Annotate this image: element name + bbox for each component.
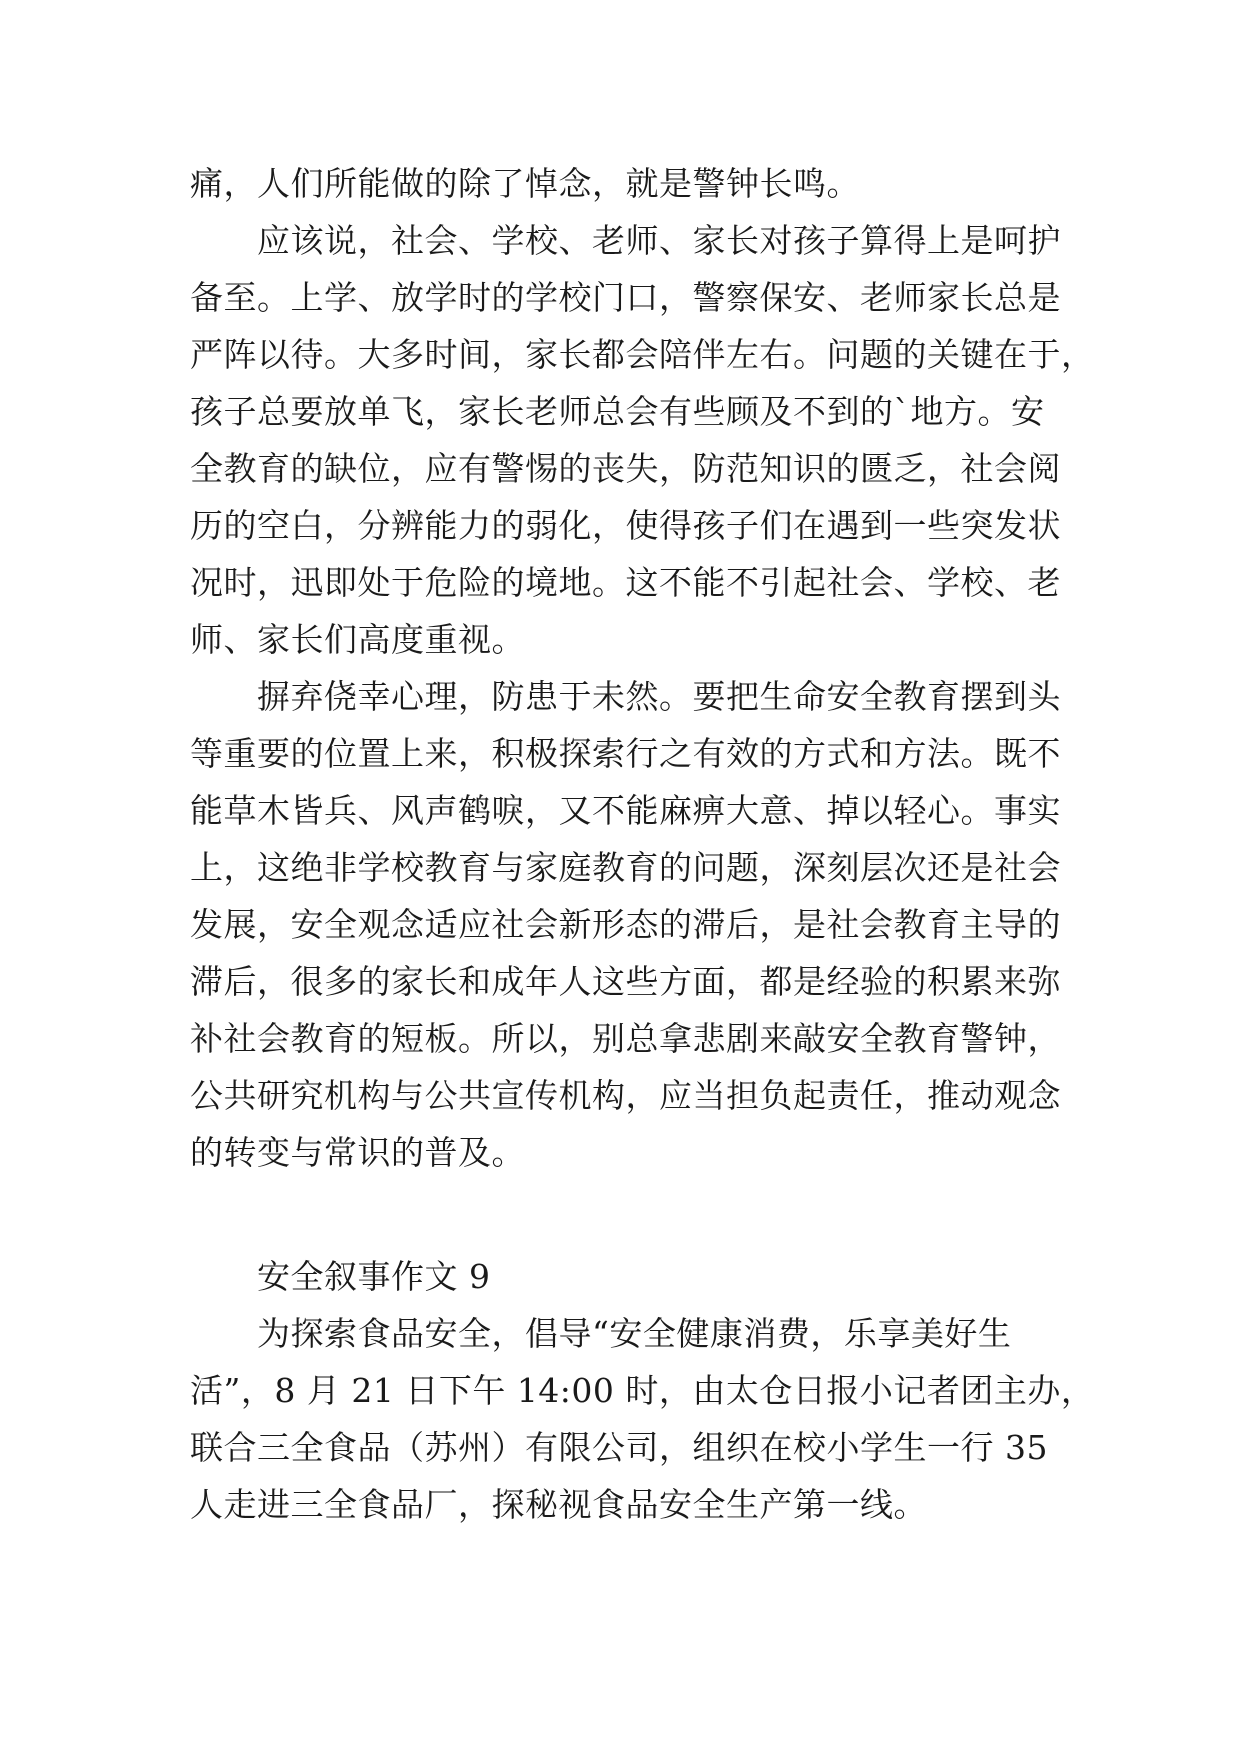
body-text-line: 备至。上学、放学时的学校门口，警察保安、老师家长总是	[190, 278, 1061, 317]
body-text-line: 应该说，社会、学校、老师、家长对孩子算得上是呵护	[190, 221, 1061, 260]
body-text-line: 能草木皆兵、风声鹤唳，又不能麻痹大意、掉以轻心。事实	[190, 791, 1061, 830]
body-text-line: 发展，安全观念适应社会新形态的滞后，是社会教育主导的	[190, 905, 1061, 944]
body-text-line: 补社会教育的短板。所以，别总拿悲剧来敲安全教育警钟，	[190, 1019, 1061, 1058]
body-text-line: 严阵以待。大多时间，家长都会陪伴左右。问题的关键在于，	[190, 335, 1095, 374]
body-text-line: 人走进三全食品厂，探秘视食品安全生产第一线。	[190, 1485, 927, 1524]
body-text-line: 摒弃侥幸心理，防患于未然。要把生命安全教育摆到头	[190, 677, 1061, 716]
body-text-line: 等重要的位置上来，积极探索行之有效的方式和方法。既不	[190, 734, 1061, 773]
body-text-line: 师、家长们高度重视。	[190, 620, 525, 659]
body-text-line: 联合三全食品（苏州）有限公司，组织在校小学生一行 35	[190, 1428, 1048, 1467]
body-text-line: 孩子总要放单飞，家长老师总会有些顾及不到的`地方。安	[190, 392, 1045, 431]
section-heading: 安全叙事作文 9	[190, 1257, 491, 1296]
body-text-line: 况时，迅即处于危险的境地。这不能不引起社会、学校、老	[190, 563, 1061, 602]
body-text-line: 历的空白，分辨能力的弱化，使得孩子们在遇到一些突发状	[190, 506, 1061, 545]
body-text-line: 公共研究机构与公共宣传机构，应当担负起责任，推动观念	[190, 1076, 1061, 1115]
body-text-line: 为探索食品安全，倡导“安全健康消费，乐享美好生	[190, 1314, 1012, 1353]
body-text-line: 痛，人们所能做的除了悼念，就是警钟长鸣。	[190, 164, 860, 203]
body-text-line: 活”，8 月 21 日下午 14:00 时，由太仓日报小记者团主办，	[190, 1371, 1095, 1410]
body-text-line: 全教育的缺位，应有警惕的丧失，防范知识的匮乏，社会阅	[190, 449, 1061, 488]
body-text-line: 上，这绝非学校教育与家庭教育的问题，深刻层次还是社会	[190, 848, 1061, 887]
body-text-line: 的转变与常识的普及。	[190, 1133, 525, 1172]
body-text-line: 滞后，很多的家长和成年人这些方面，都是经验的积累来弥	[190, 962, 1061, 1001]
